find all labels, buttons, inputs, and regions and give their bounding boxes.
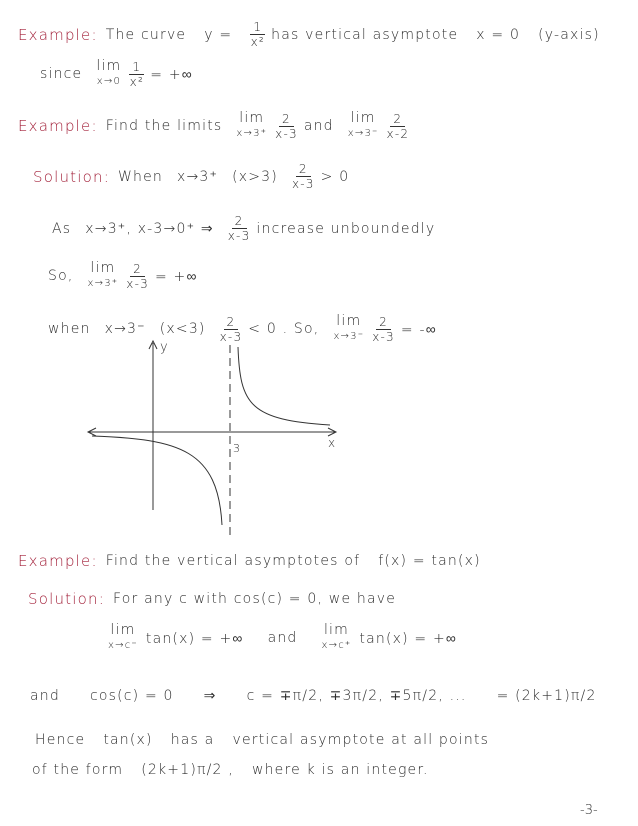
text-segment: increase unboundedly [256, 220, 436, 237]
fraction-numerator: 2 [390, 112, 405, 127]
limit-subscript: x→c⁻ [108, 640, 138, 651]
text-segment: f(x) = tan(x) [378, 553, 481, 569]
x-axis-label: x [328, 436, 336, 450]
text-segment: and [30, 688, 60, 704]
example-2-solution-line-2 [52, 214, 449, 243]
text-segment: Find the vertical asymptotes of [105, 553, 361, 569]
example-3-solution-line-1 [28, 590, 410, 608]
fraction [387, 112, 410, 141]
fraction-denominator: x-3 [275, 126, 298, 141]
text-segment: So, [48, 268, 74, 284]
example-3-cos-zero [30, 688, 627, 704]
text-segment: (y-axis) [538, 26, 600, 43]
text-segment: cos(c) = 0 [89, 688, 174, 704]
limit-operator [348, 110, 379, 142]
fraction [126, 262, 149, 291]
example-2-statement [18, 110, 415, 142]
lim-word: lim [90, 260, 116, 276]
limit-operator [88, 260, 119, 292]
limit-operator [108, 622, 138, 654]
fraction [275, 112, 298, 141]
text-segment: x = 0 [476, 26, 521, 43]
fraction [228, 214, 251, 243]
fraction-denominator: x-3 [227, 229, 251, 243]
limit-subscript: x→0 [96, 76, 122, 87]
text-segment: and [303, 118, 334, 134]
example-3-conclusion-1 [35, 732, 507, 748]
section-label: Solution: [28, 590, 105, 608]
lim-word: lim [110, 622, 136, 638]
fraction-denominator: x-3 [291, 177, 315, 191]
example-3-statement [18, 552, 499, 570]
fraction-numerator: 2 [224, 315, 239, 330]
text-segment: x→3⁺, x-3→0⁺ ⇒ [85, 220, 214, 237]
text-segment: Find the limits [105, 118, 223, 134]
text-segment: c = ∓π/2, ∓3π/2, ∓5π/2, ... [246, 688, 467, 704]
fraction-numerator: 1 [129, 60, 144, 75]
lim-word: lim [323, 622, 349, 638]
fraction [292, 162, 315, 191]
text-segment: = +∞ [154, 268, 198, 285]
section-label: Example: [18, 117, 98, 135]
text-segment: = -∞ [400, 321, 437, 338]
text-segment: tan(x) = +∞ [145, 630, 244, 647]
limit-subscript: x→3⁻ [347, 128, 379, 139]
lim-word: lim [350, 110, 376, 126]
example-1-limit [40, 58, 207, 90]
text-segment: tan(x) [103, 732, 153, 748]
section-label: Example: [18, 25, 98, 44]
fraction-numerator: 2 [296, 162, 311, 177]
example-3-limits [108, 622, 481, 654]
fraction [250, 20, 265, 49]
fraction-denominator: x-2 [386, 126, 410, 141]
text-segment: Hence [35, 732, 86, 748]
text-segment: For any c with cos(c) = 0, we have [112, 591, 397, 607]
text-segment: The curve [105, 26, 187, 43]
fraction-numerator: 2 [130, 262, 145, 277]
fraction-numerator: 1 [250, 20, 265, 35]
text-segment: of the form [32, 762, 124, 778]
fraction [129, 60, 144, 89]
asymptote-graph [80, 335, 350, 540]
text-segment: (2k+1)π/2 , [141, 762, 234, 778]
limit-operator [236, 110, 267, 142]
text-segment: tan(x) = +∞ [359, 630, 458, 647]
limit-subscript: x→3⁻ [333, 331, 365, 342]
text-segment: As [52, 220, 72, 237]
text-segment: When [117, 168, 163, 185]
lim-word: lim [96, 58, 122, 74]
asymptote-label: 3 [233, 442, 240, 455]
limit-subscript: x→c⁺ [321, 640, 352, 651]
text-segment: < 0 . So, [248, 321, 320, 337]
text-segment: and [267, 630, 298, 646]
text-segment: x→3⁺ [176, 168, 219, 185]
example-2-solution-line-1 [33, 162, 363, 191]
left-branch-curve [92, 436, 222, 525]
text-segment: has vertical asymptote [271, 26, 459, 43]
y-axis-label: y [160, 340, 168, 355]
text-segment: (x<3) [159, 321, 206, 337]
limit-operator [322, 622, 352, 654]
text-segment: has a [170, 732, 215, 748]
text-segment: = (2k+1)π/2 [496, 688, 597, 704]
text-segment: x→3⁻ [104, 321, 146, 337]
lim-word: lim [239, 110, 265, 126]
lim-word: lim [336, 313, 362, 329]
example-3-conclusion-2 [32, 762, 447, 778]
text-segment: ⇒ [203, 688, 217, 704]
fraction-denominator: x-3 [126, 276, 149, 291]
example-2-solution-line-3 [48, 260, 212, 292]
text-segment: vertical asymptote at all points [232, 732, 490, 748]
section-label: Example: [18, 552, 98, 570]
fraction-denominator: x-3 [372, 329, 395, 344]
text-segment: = +∞ [150, 66, 193, 83]
text-segment: when [48, 321, 91, 337]
limit-operator [96, 58, 121, 90]
example-1-statement [18, 20, 618, 49]
limit-subscript: x→3⁺ [236, 128, 268, 139]
fraction-numerator: 2 [232, 214, 247, 229]
fraction-denominator: x² [250, 35, 265, 49]
fraction-numerator: 2 [376, 315, 391, 330]
fraction [372, 315, 395, 344]
limit-subscript: x→3⁺ [87, 278, 119, 289]
text-segment: > 0 [320, 168, 350, 185]
text-segment: where k is an integer. [251, 762, 429, 778]
text-segment: since [40, 66, 83, 82]
fraction-numerator: 2 [279, 112, 294, 127]
text-segment: y = [204, 26, 233, 43]
page-number: -3- [580, 803, 598, 818]
text-segment: (x>3) [232, 168, 278, 185]
right-branch-curve [238, 347, 330, 425]
fraction-denominator: x-3 [219, 329, 243, 344]
fraction-denominator: x² [129, 74, 144, 89]
section-label: Solution: [33, 167, 110, 186]
